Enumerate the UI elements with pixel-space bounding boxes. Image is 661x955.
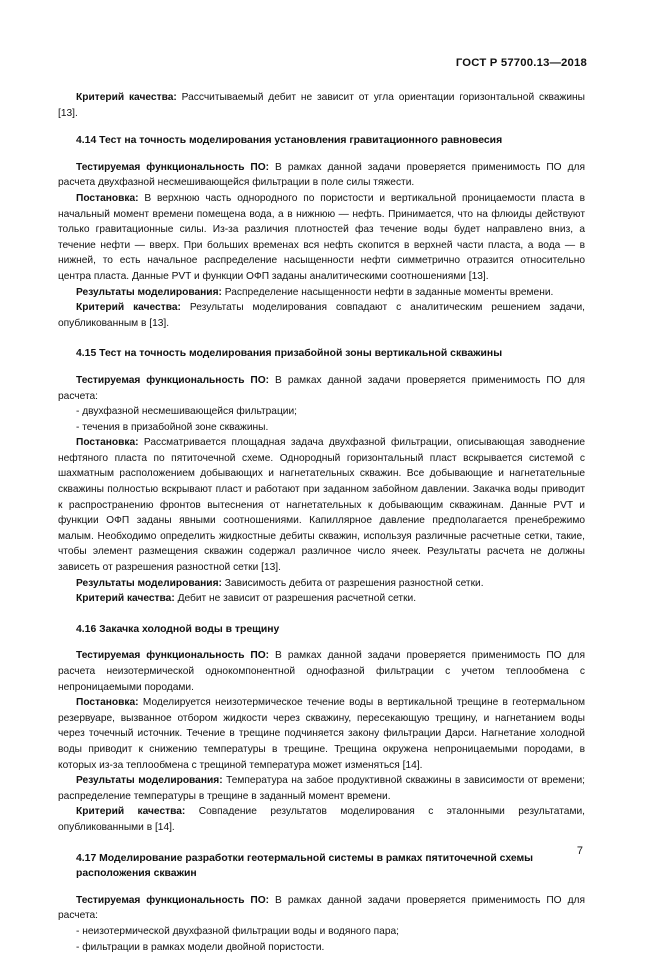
setup-text: Моделируется неизотермическое течение воды в вертикальной трещине в геотермальном резервуаре, вызванное отбором жидкости через скважину, пересекающую трещину, и нагнетанием воды через точечный источник. Течение в трещине подчиняется закону фильтрации Дарси. Нагнетание холодной воды приводит к снижению температуры в трещине. Трещина окружена непроницаемыми породами, в которых из-за теплообмена с трещиной температура может изменяться [14].	[58, 697, 585, 770]
results-label: Результаты моделирования:	[76, 287, 222, 298]
criterion-label: Критерий качества:	[76, 302, 181, 313]
setup-label: Постановка:	[76, 437, 139, 448]
criterion-label: Критерий качества:	[76, 593, 175, 604]
setup-text: В верхнюю часть однородного по пористости и вертикальной проницаемости пласта в начальный момент времени помещена вода, а в нижнюю — нефть. Принимается, что на флюиды действуют только гравитационные силы. Из-за различия плотностей фаз течение воды будет направлено вниз, а течение нефти — вверх. При больших временах вся нефть скопится в верхней части пласта, а вода — в нижней, то есть начальное распределение насыщенности нефти симметрично отразится относительно центра пласта. Данные PVT и функции ОФП заданы аналитическими соотношениями [13].	[58, 193, 585, 282]
setup-text: Рассматривается площадная задача двухфазной фильтрации, описывающая заводнение нефтяного пласта по пятиточечной схеме. Однородный горизонтальный пласт вскрывается системой с шахматным расположением добывающих и нагнетательных скважин. Все добывающие и нагнетательные скважины полностью вскрывают пласт и работают при заданном забойном давлении. Закачка воды приводит к распространению фронтов вытеснения от нагнетательных к добывающим скважинам. Данные PVT и функции ОФП заданы явными соотношениями. Капиллярное давление предполагается пренебрежимо малым. Необходимо определить жидкостные дебиты скважин, используя различные расчетные сетки, такие, чтобы элемент размещения скважин содержал различное число ячеек. Результаты расчета не должны зависеть от разрешения разностной сетки [13].	[58, 437, 585, 573]
results-text: Зависимость дебита от разрешения разностной сетки.	[222, 578, 484, 589]
list-item: - фильтрации в рамках модели двойной пористости.	[58, 940, 585, 955]
functionality-label: Тестируемая функциональность ПО:	[76, 375, 269, 386]
functionality-label: Тестируемая функциональность ПО:	[76, 162, 269, 173]
setup-paragraph	[58, 435, 585, 575]
quality-criterion-paragraph	[58, 804, 585, 835]
functionality-paragraph	[58, 648, 585, 695]
functionality-text: В рамках данной задачи проверяется применимость ПО для расчета двухфазной несмешивающейся фильтрации в поле силы тяжести.	[58, 162, 585, 189]
page-number: 7	[577, 844, 583, 860]
results-text: Температура на забое продуктивной скважины в зависимости от времени; распределение температуры в трещине в заданный момент времени.	[58, 775, 585, 802]
section-heading-4-16: 4.16 Закачка холодной воды в трещину	[58, 622, 585, 638]
list-item: - течения в призабойной зоне скважины.	[58, 420, 585, 436]
quality-criterion-paragraph	[58, 591, 585, 607]
criterion-label: Критерий качества:	[76, 806, 185, 817]
document-body	[58, 90, 585, 955]
setup-label: Постановка:	[76, 193, 139, 204]
section-heading-4-17: 4.17 Моделирование разработки геотермальной системы в рамках пятиточечной схемы расположения скважин	[58, 851, 585, 882]
section-heading-4-15: 4.15 Тест на точность моделирования призабойной зоны вертикальной скважины	[58, 346, 585, 362]
criterion-label: Критерий качества:	[76, 92, 177, 103]
criterion-text: Рассчитываемый дебит не зависит от угла ориентации горизонтальной скважины [13].	[58, 92, 585, 119]
results-paragraph	[58, 576, 585, 592]
functionality-label: Тестируемая функциональность ПО:	[76, 895, 269, 906]
quality-criterion-paragraph	[58, 300, 585, 331]
setup-paragraph	[58, 191, 585, 285]
functionality-paragraph	[58, 893, 585, 924]
criterion-text: Результаты моделирования совпадают с аналитическим решением задачи, опубликованным в [13].	[58, 302, 585, 329]
criterion-text: Дебит не зависит от разрешения расчетной сетки.	[175, 593, 416, 604]
functionality-text: В рамках данной задачи проверяется применимость ПО для расчета:	[58, 895, 585, 922]
results-paragraph	[58, 285, 585, 301]
results-paragraph	[58, 773, 585, 804]
functionality-text: В рамках данной задачи проверяется применимость ПО для расчета неизотермической однокомпонентной однофазной фильтрации с учетом теплообмена с непроницаемыми породами.	[58, 650, 585, 692]
functionality-text: В рамках данной задачи проверяется применимость ПО для расчета:	[58, 375, 585, 402]
section-heading-4-14: 4.14 Тест на точность моделирования установления гравитационного равновесия	[58, 133, 585, 149]
results-text: Распределение насыщенности нефти в заданные моменты времени.	[222, 287, 553, 298]
list-item: - неизотермической двухфазной фильтрации воды и водяного пара;	[58, 924, 585, 940]
criterion-text: Совпадение результатов моделирования с эталонными результатами, опубликованными в [14].	[58, 806, 585, 833]
document-header: ГОСТ Р 57700.13—2018	[456, 56, 587, 72]
functionality-paragraph	[58, 160, 585, 191]
quality-criterion-paragraph	[58, 90, 585, 121]
results-label: Результаты моделирования:	[76, 578, 222, 589]
list-item: - двухфазной несмешивающейся фильтрации;	[58, 404, 585, 420]
setup-paragraph	[58, 695, 585, 773]
functionality-paragraph	[58, 373, 585, 404]
results-label: Результаты моделирования:	[76, 775, 223, 786]
functionality-label: Тестируемая функциональность ПО:	[76, 650, 269, 661]
setup-label: Постановка:	[76, 697, 139, 708]
